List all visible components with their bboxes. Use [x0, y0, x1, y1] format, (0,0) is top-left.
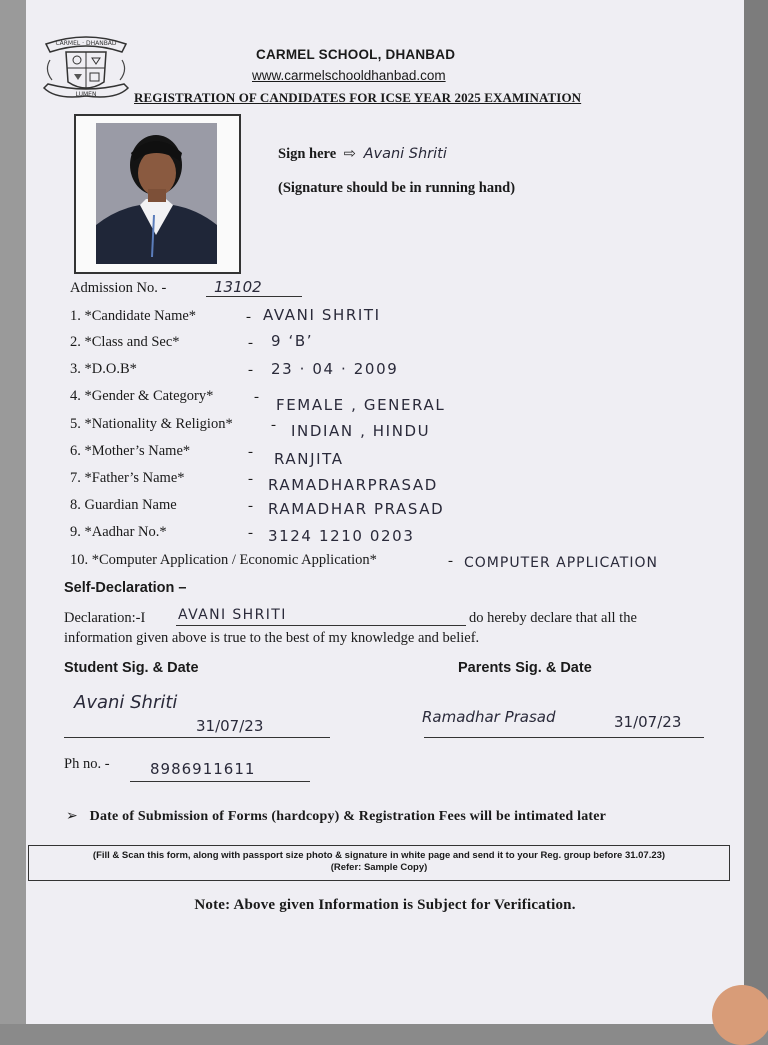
registration-form [26, 0, 744, 1024]
declaration-suffix: do hereby declare that all the [469, 610, 637, 626]
school-website-link[interactable]: www.carmelschooldhanbad.com [252, 68, 446, 83]
phone-value: 8986911611 [150, 760, 256, 778]
crest-banner-top-text: CARMEL · DHANBAD [55, 40, 117, 47]
field-gender-category-dash: - [254, 389, 259, 405]
verification-note: Note: Above given Information is Subject for Verification. [194, 897, 576, 913]
candidate-photo [96, 123, 217, 264]
student-signature: Avani Shriti [74, 692, 178, 713]
field-mother-name-label: 6. *Mother’s Name* [70, 443, 191, 459]
field-nationality-religion-dash: - [271, 417, 276, 433]
admission-no-label: Admission No. - [70, 280, 167, 296]
thumb-in-photo [712, 985, 768, 1045]
declaration-prefix: Declaration:-I [64, 610, 146, 626]
crest-banner-bottom-text: LUMEN [75, 91, 97, 98]
phone-label: Ph no. - [64, 756, 110, 772]
field-nationality-religion-value: INDIAN , HINDU [291, 422, 431, 440]
sign-here-label: Sign here [278, 146, 337, 162]
sign-here-prompt [278, 146, 447, 163]
arrow-right-icon: ⇨ [343, 146, 356, 162]
fill-instructions-line2: (Refer: Sample Copy) [330, 862, 428, 873]
bullet-arrow-icon: ➢ [66, 809, 78, 824]
field-aadhar-no-label: 9. *Aadhar No.* [70, 524, 167, 540]
school-name: CARMEL SCHOOL, DHANBAD [256, 47, 456, 62]
field-guardian-name-value: RAMADHAR PRASAD [268, 500, 445, 518]
field-class-sec-value: 9 ‘B’ [271, 332, 314, 350]
field-class-sec-dash: - [248, 335, 253, 351]
student-signature-line [64, 737, 330, 738]
scan-right-edge [744, 0, 768, 1024]
field-guardian-name-label: 8. Guardian Name [70, 497, 177, 513]
fill-instructions-box [28, 845, 730, 881]
parent-signature: Ramadhar Prasad [422, 708, 556, 726]
passport-photo-frame [74, 114, 241, 274]
student-signature-date: 31/07/23 [196, 717, 264, 735]
scan-left-edge [0, 0, 26, 1024]
declaration-name-value: AVANI SHRITI [178, 607, 287, 623]
candidate-signature: Avani Shriti [363, 146, 447, 162]
self-declaration-heading: Self-Declaration – [64, 580, 187, 596]
student-signature-label: Student Sig. & Date [64, 660, 199, 676]
parent-signature-date: 31/07/23 [614, 713, 682, 731]
field-application-choice-dash: - [448, 553, 453, 569]
parent-signature-line [424, 737, 704, 738]
admission-no-underline [206, 296, 302, 297]
field-gender-category-label: 4. *Gender & Category* [70, 388, 214, 404]
phone-underline [130, 781, 310, 782]
field-mother-name-value: RANJITA [274, 450, 344, 468]
field-father-name-dash: - [248, 471, 253, 487]
field-candidate-name-value: AVANI SHRITI [263, 306, 381, 324]
field-father-name-label: 7. *Father’s Name* [70, 470, 185, 486]
field-candidate-name-dash: - [246, 309, 251, 325]
field-application-choice-value: COMPUTER APPLICATION [464, 555, 658, 571]
field-candidate-name-label: 1. *Candidate Name* [70, 308, 197, 324]
field-dob-dash: - [248, 362, 253, 378]
field-father-name-value: RAMADHARPRASAD [268, 476, 438, 494]
signature-note: (Signature should be in running hand) [278, 180, 516, 196]
field-mother-name-dash: - [248, 444, 253, 460]
fill-instructions-line1: (Fill & Scan this form, along with passport size photo & signature in white page and send it to your Reg. group before 31.07.23) [92, 850, 666, 861]
registration-title: REGISTRATION OF CANDIDATES FOR ICSE YEAR 2025 EXAMINATION [134, 90, 582, 105]
field-aadhar-no-value: 3124 1210 0203 [268, 527, 415, 545]
parents-signature-label: Parents Sig. & Date [458, 660, 592, 676]
submission-note [66, 808, 606, 825]
submission-note-text: Date of Submission of Forms (hardcopy) & Registration Fees will be intimated later [89, 809, 607, 824]
declaration-text-line2: information given above is true to the best of my knowledge and belief. [64, 630, 480, 646]
school-crest-logo [36, 30, 136, 106]
field-guardian-name-dash: - [248, 498, 253, 514]
field-gender-category-value: FEMALE , GENERAL [276, 396, 446, 414]
field-nationality-religion-label: 5. *Nationality & Religion* [70, 416, 233, 432]
field-dob-value: 23 · 04 · 2009 [271, 360, 399, 378]
declaration-name-underline [176, 625, 466, 626]
field-aadhar-no-dash: - [248, 525, 253, 541]
admission-no-value: 13102 [214, 278, 262, 296]
field-application-choice-label: 10. *Computer Application / Economic Application* [70, 552, 377, 568]
field-dob-label: 3. *D.O.B* [70, 361, 137, 377]
field-class-sec-label: 2. *Class and Sec* [70, 334, 180, 350]
